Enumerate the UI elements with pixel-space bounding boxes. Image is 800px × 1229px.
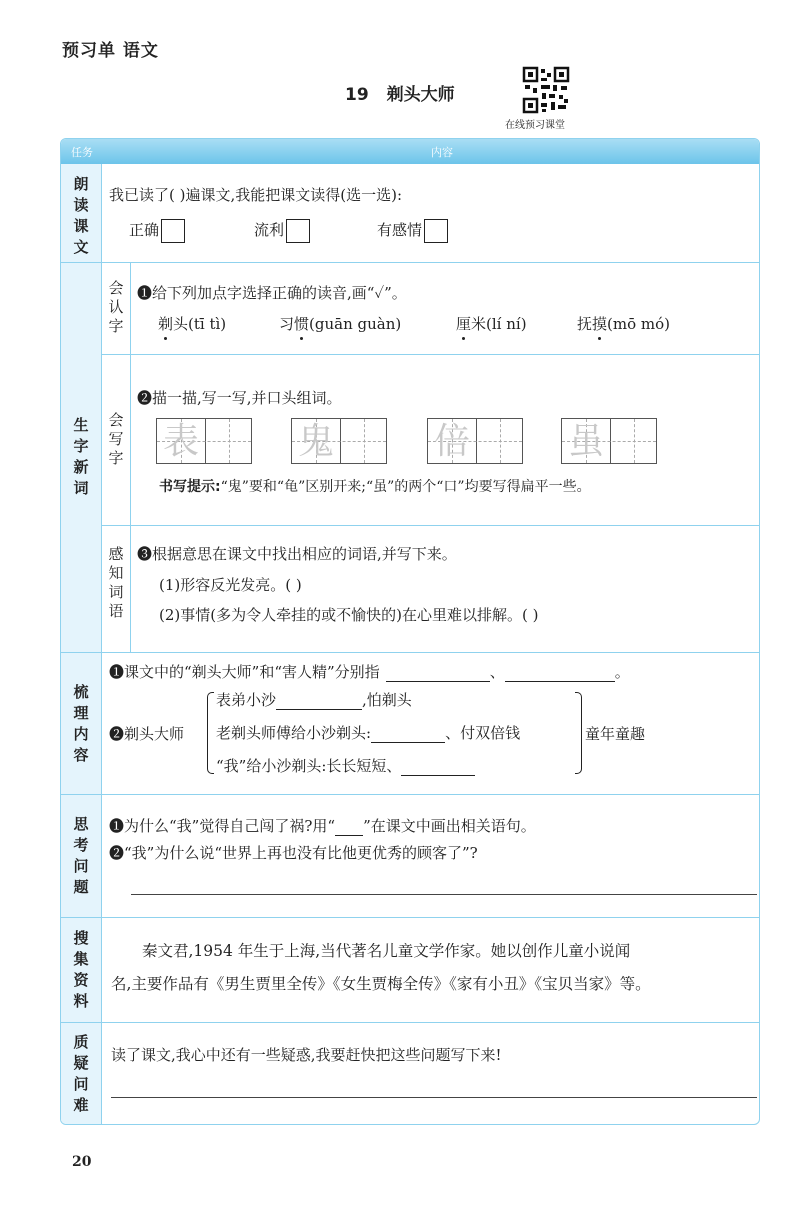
header-task: 任务 bbox=[71, 146, 93, 159]
header-content: 内容 bbox=[431, 146, 453, 159]
collect-line-2: 名,主要作品有《男生贾里全传》《女生贾梅全传》《家有小丑》《宝贝当家》等。 bbox=[111, 975, 651, 993]
lesson-number: 19 bbox=[345, 85, 369, 105]
writing-grid-3[interactable] bbox=[427, 418, 523, 464]
pinyin-item-3: 厘米(lí ní) bbox=[456, 315, 527, 333]
recognize-question: ❶给下列加点字选择正确的读音,画“✓”。 bbox=[137, 284, 407, 302]
answer-blank[interactable] bbox=[276, 693, 362, 710]
label-collect: 搜 集 资 料 bbox=[73, 929, 89, 1010]
collect-line-1: 秦文君,1954 年生于上海,当代著名儿童文学作家。她以创作儿童小说闻 bbox=[142, 942, 631, 960]
page-number: 20 bbox=[72, 1154, 92, 1170]
book-header: 预习单 语文 bbox=[62, 41, 159, 61]
writing-grid-4[interactable] bbox=[561, 418, 657, 464]
trace-char-3: 倍 bbox=[433, 421, 470, 462]
think-q2: ❷“我”为什么说“世界上再也没有比他更优秀的顾客了”? bbox=[109, 844, 478, 862]
writing-grid-2[interactable] bbox=[291, 418, 387, 464]
checkbox-correct[interactable] bbox=[161, 219, 185, 243]
question-prompt: 读了课文,我心中还有一些疑惑,我要赶快把这些问题写下来! bbox=[111, 1046, 502, 1064]
words-item-2: (2)事情(多为令人牵挂的或不愉快的)在心里难以排解。( ) bbox=[159, 606, 539, 624]
qr-label: 在线预习课堂 bbox=[505, 120, 565, 131]
words-question: ❸根据意思在课文中找出相应的词语,并写下来。 bbox=[137, 545, 457, 563]
label-question: 质 疑 问 难 bbox=[73, 1033, 89, 1114]
table-header bbox=[61, 139, 759, 164]
checkbox-emotion[interactable] bbox=[424, 219, 448, 243]
words-item-1: (1)形容反光发亮。( ) bbox=[159, 576, 302, 594]
label-outline: 梳 理 内 容 bbox=[73, 683, 89, 764]
outline-branch-1: 表弟小沙 ,怕剃头 bbox=[216, 691, 412, 709]
pinyin-item-2: 习惯(guān guàn) bbox=[279, 315, 402, 333]
label-newchars: 生 字 新 词 bbox=[73, 416, 89, 497]
trace-char-4: 虽 bbox=[567, 421, 604, 462]
outline-q1: ❶课文中的“剃头大师”和“害人精”分别指 、 。 bbox=[109, 663, 630, 681]
answer-line[interactable] bbox=[131, 894, 757, 895]
answer-blank[interactable] bbox=[371, 726, 445, 743]
option-fluent: 流利 bbox=[254, 219, 310, 243]
outline-q2-lead: ❷剃头大师 bbox=[109, 725, 185, 743]
label-write: 会 写 字 bbox=[108, 411, 124, 467]
option-emotion: 有感情 bbox=[377, 219, 448, 243]
think-q1: ❶为什么“我”觉得自己闯了祸?用“ ”在课文中画出相关语句。 bbox=[109, 817, 536, 835]
label-read: 朗 读 课 文 bbox=[73, 175, 89, 256]
answer-line[interactable] bbox=[111, 1097, 757, 1098]
trace-char-2: 鬼 bbox=[297, 421, 334, 462]
label-words: 感 知 词 语 bbox=[108, 545, 124, 620]
label-think: 思 考 问 题 bbox=[73, 815, 89, 896]
write-question: ❷描一描,写一写,并口头组词。 bbox=[137, 389, 342, 407]
lesson-title bbox=[345, 80, 455, 105]
outline-branch-3: “我”给小沙剃头:长长短短、 bbox=[216, 756, 475, 776]
pinyin-item-1: 剃头(tī tì) bbox=[158, 315, 227, 333]
preview-table bbox=[60, 138, 760, 1125]
option-correct: 正确 bbox=[129, 219, 185, 243]
left-brace bbox=[207, 692, 214, 774]
label-recognize: 会 认 字 bbox=[108, 279, 124, 335]
pinyin-item-4: 抚摸(mō mó) bbox=[577, 315, 671, 333]
writing-tip: 书写提示:“鬼”要和“龟”区别开来;“虽”的两个“口”均要写得扁平一些。 bbox=[159, 479, 591, 495]
answer-blank[interactable] bbox=[401, 759, 475, 776]
answer-blank[interactable] bbox=[505, 665, 615, 682]
checkbox-fluent[interactable] bbox=[286, 219, 310, 243]
right-brace bbox=[575, 692, 582, 774]
answer-blank[interactable] bbox=[386, 665, 490, 682]
writing-grid-1[interactable] bbox=[156, 418, 252, 464]
outline-result: 童年童趣 bbox=[585, 725, 646, 743]
trace-char-1: 表 bbox=[162, 421, 199, 462]
read-count-line: 我已读了( )遍课文,我能把课文读得(选一选): bbox=[109, 186, 402, 204]
lesson-name: 剃头大师 bbox=[386, 85, 455, 105]
qr-code-icon[interactable] bbox=[522, 66, 570, 114]
outline-branch-2: 老剃头师傅给小沙剃头: 、付双倍钱 bbox=[216, 724, 521, 742]
